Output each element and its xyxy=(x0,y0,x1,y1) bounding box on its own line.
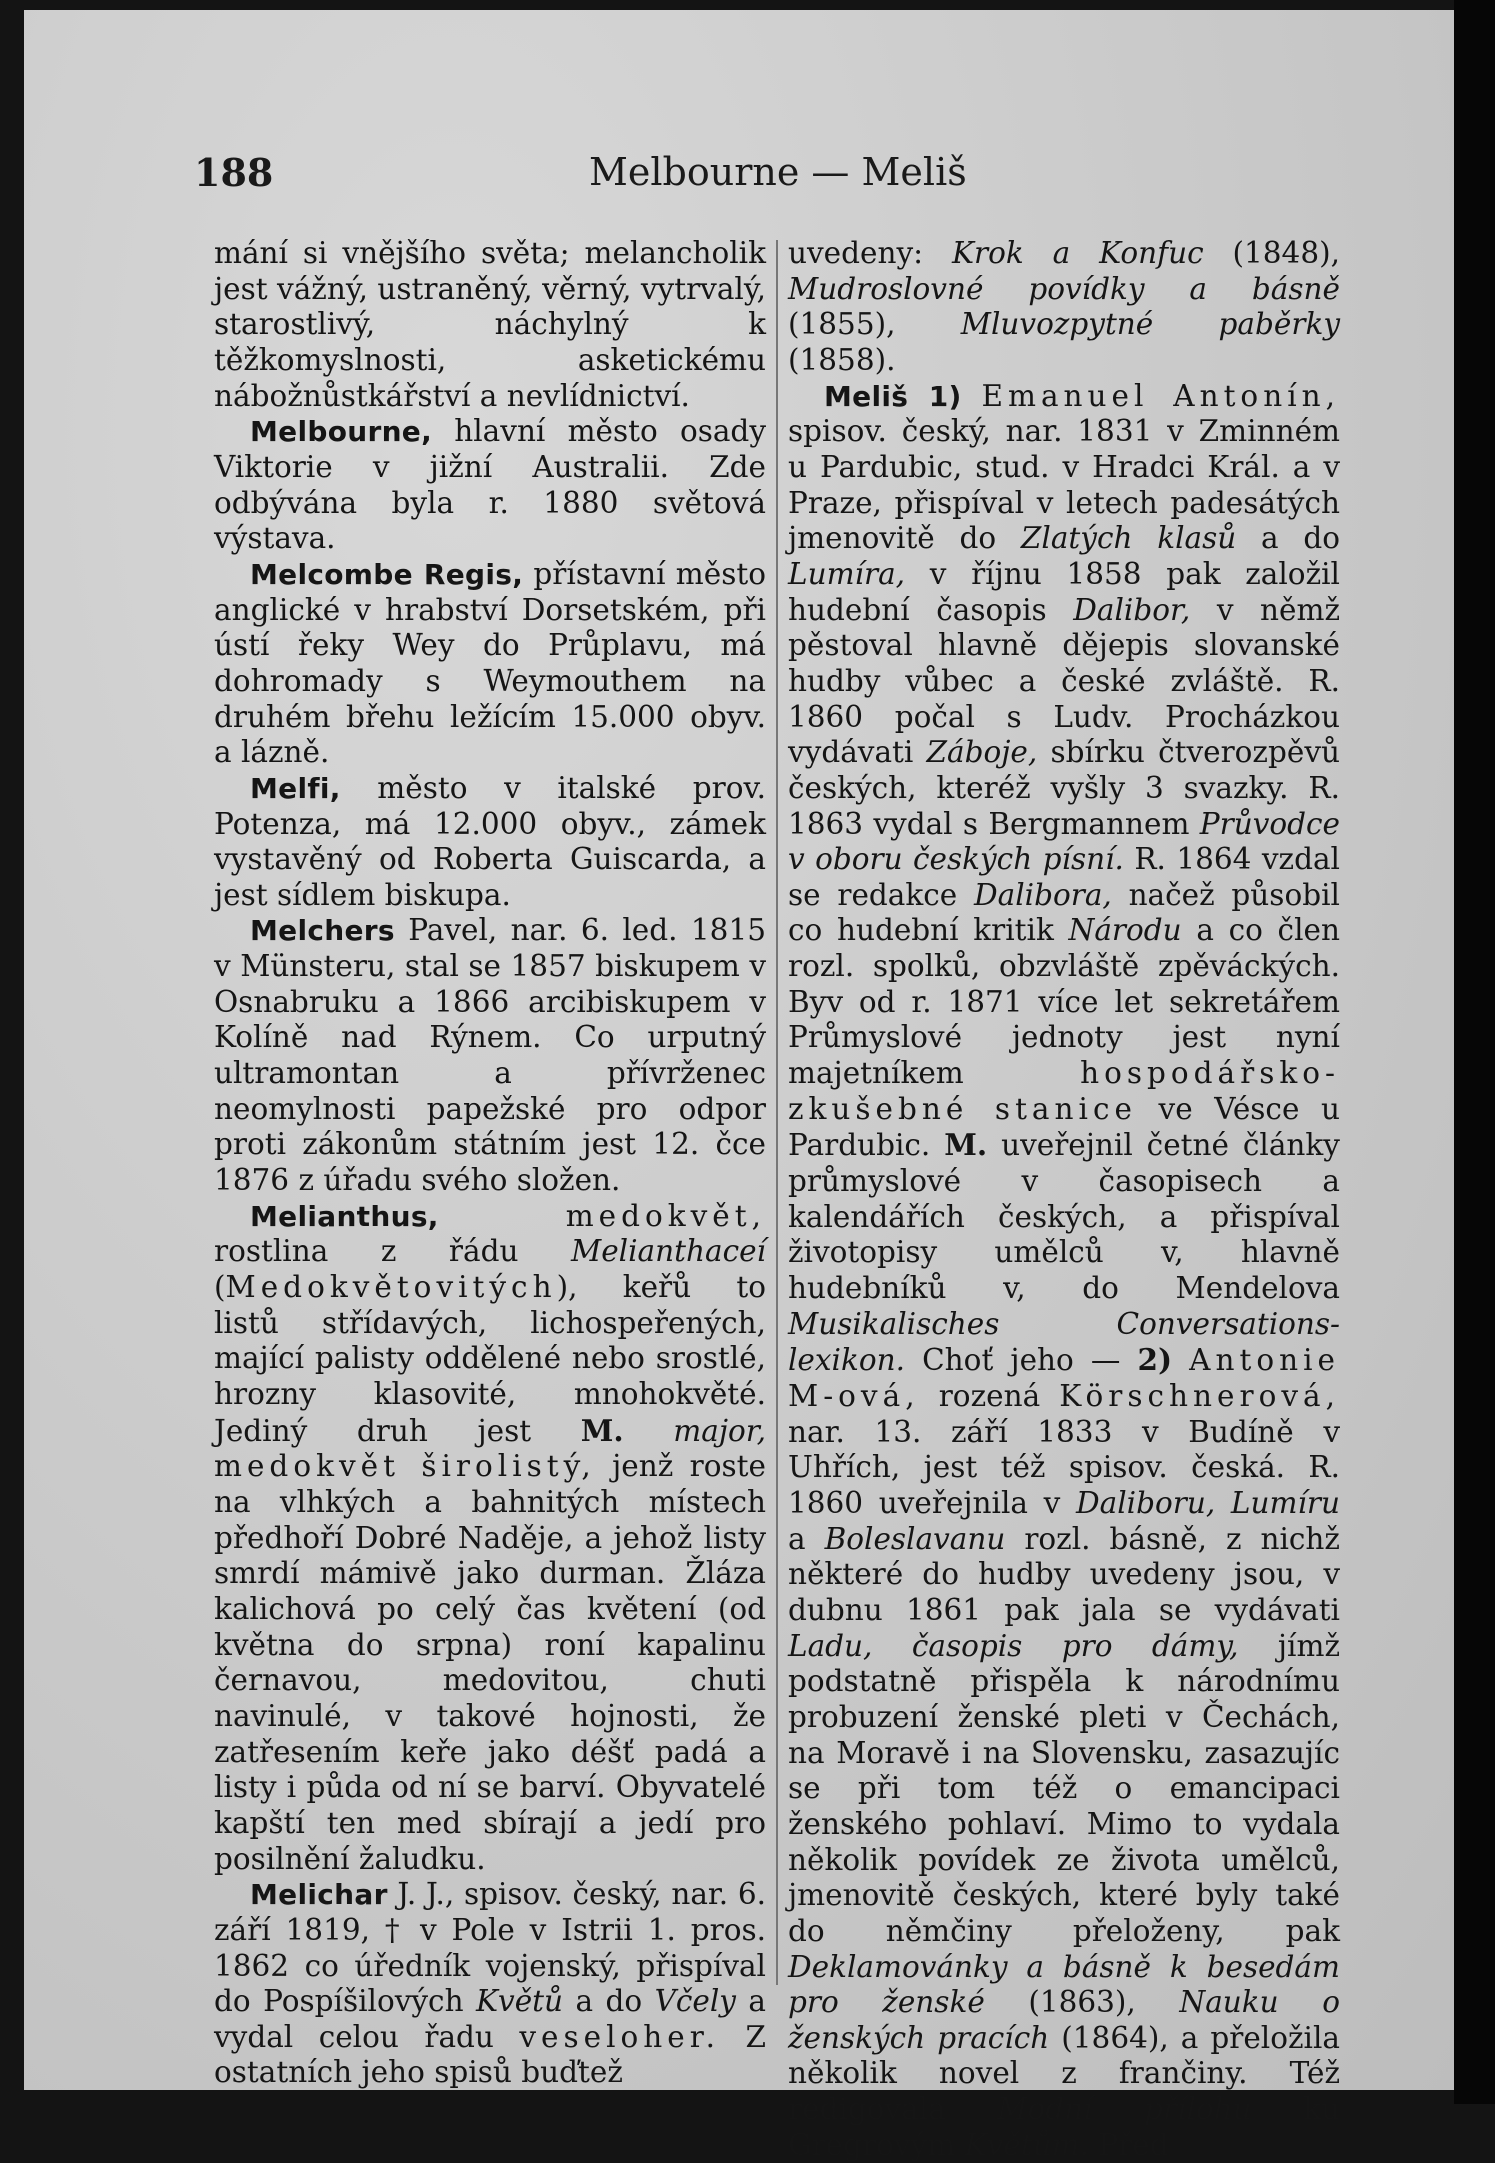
headword: Melbourne, xyxy=(250,415,433,449)
headword: Melfi, xyxy=(250,771,341,805)
right-column xyxy=(788,236,1340,2163)
headword: Melichar xyxy=(250,1878,388,1912)
left-column xyxy=(214,236,766,2091)
page-header xyxy=(194,150,1374,200)
book-page xyxy=(24,10,1454,2162)
entry-melchers: Melchers Pavel, nar. 6. led. 1815 v Münsteru, stal se 1857 biskupem v Osnabruku a 1866 arcibiskupem v Kolíně nad Rýnem. Co urputný ultramontan a přívrženec neomylnosti papežské pro odpor proti zákonům státním jest 12. čce 1876 z úřadu svého složen. xyxy=(214,913,766,1198)
entry-continuation: mání si vnějšího světa; melancholik jest vážný, ustraněný, věrný, vytrvalý, starostlivý, náchylný k těžkomyslnosti, asketickému nábožnůstkářství a nevlídnictví. xyxy=(214,236,766,413)
headword: Melianthus, xyxy=(250,1199,439,1233)
entry-melichar: Melichar J. J., spisov. český, nar. 6. září 1819, † v Pole v Istrii 1. pros. 1862 co úředník vojenský, přispíval do Pospíšilových Květů a do Včely a vydal celou řadu veseloher. Z ostatních jeho spisů buďtež xyxy=(214,1877,767,2090)
column-divider xyxy=(776,240,778,1985)
scan-border xyxy=(1454,0,1495,2104)
entry-melcombe-regis: Melcombe Regis, přístavní město anglické v hrabství Dorsetském, při ústí řeky Wey do Průplavu, má dohromady s Weymouthem na druhém břehu ležícím 15.000 obyv. a lázně. xyxy=(214,556,766,770)
headword: Meliš 1) xyxy=(824,379,962,413)
entry-melis: Meliš 1) Emanuel Antonín, spisov. český, nar. 1831 v Zminném u Pardubic, stud. v Hradci Král. a v Praze, přispíval v letech padesátých jmenovitě do Zlatých klasů a do Lumíra, v říjnu 1858 pak založil hudební časopis Dalibor, v němž pěstoval hlavně dějepis slovanské hudby vůbec a české zvláště. R. 1860 počal s Ludv. Procházkou vydávati Záboje, sbírku čtverozpěvů českých, kteréž vyšly 3 svazky. R. 1863 vydal s Bergmannem Průvodce v oboru českých písní. R. 1864 vzdal se redakce Dalibora, načež působil co hudební kritik Národu a co člen rozl. spolků, obzvláště zpěváckých. Byv od r. 1871 více let sekretářem Průmyslové jednoty jest nyní majetníkem hospodářsko-zkušebné stanice ve Vésce u Pardubic. M. uveřejnil četné články průmyslové v časopisech a kalendářích českých, a přispíval životopisy umělců v, hlavně hudebníků v, do Mendelova Musikalisches Conversations-lexikon. Choť jeho — 2) Antonie M-ová, rozená Körschnerová, nar. 13. září 1833 v Budíně v Uhřích, jest též spisov. česká. R. 1860 uveřejnila v Daliboru, Lumíru a Boleslavanu rozl. básně, z nichž některé do hudby uvedeny jsou, v dubnu 1861 pak jala se vydávati Ladu, časopis pro dámy, jímž podstatně přispěla k národnímu probuzení ženské pleti v Čechách, na Moravě i na Slovensku, zasazujíc se při tom též o emancipaci ženského pohlaví. Mimo to vydala několik povídek ze života umělců, jmenovitě českých, které byly také do němčiny přeloženy, pak Deklamovánky a básně k besedám pro ženské (1863), Nauku o ženských pracích (1864), a přeložila několik novel z frančiny. Též redigovala Modní přílohu ku Gregrovým Květům. Před xyxy=(788,378,1340,2162)
running-title: Melbourne — Mеliš xyxy=(589,150,967,194)
entry-melbourne: Melbourne, hlavní město osady Viktorie v jižní Australii. Zde odbývána byla r. 1880 světová výstava. xyxy=(214,414,766,556)
entry-melfi: Melfi, město v italské prov. Potenza, má 12.000 obyv., zámek vystavěný od Roberta Guiscarda, a jest sídlem biskupa. xyxy=(214,770,766,912)
headword: Melcombe Regis, xyxy=(250,557,524,591)
entry-melianthus: Melianthus, medokvět, rostlina z řádu Melianthaceí (Medokvětovitých), keřů to listů střídavých, lichospeřených, mající palisty oddělené nebo srostlé, hrozny klasovité, mnohokvěté. Jediný druh jest M. major, medokvět širolistý, jenž roste na vlhkých a bahnitých místech předhoří Dobré Naděje, a jehož listy smrdí mámivě jako durman. Žláza kalichová po celý čas květení (od května do srpna) roní kapalinu černavou, medovitou, chuti navinulé, v takové hojnosti, že zatřesením keře jako déšť padá a listy i půda od ní se barví. Obyvatelé kapští ten med sbírají a jedí pro posilnění žaludku. xyxy=(214,1198,766,1876)
entry-melichar-continued: uvedeny: Krok a Konfuc (1848), Mudroslovné povídky a básně (1855), Mluvozpytné paběrky (1858). xyxy=(788,236,1340,377)
page-number: 188 xyxy=(194,150,274,195)
headword: Melchers xyxy=(250,914,395,948)
